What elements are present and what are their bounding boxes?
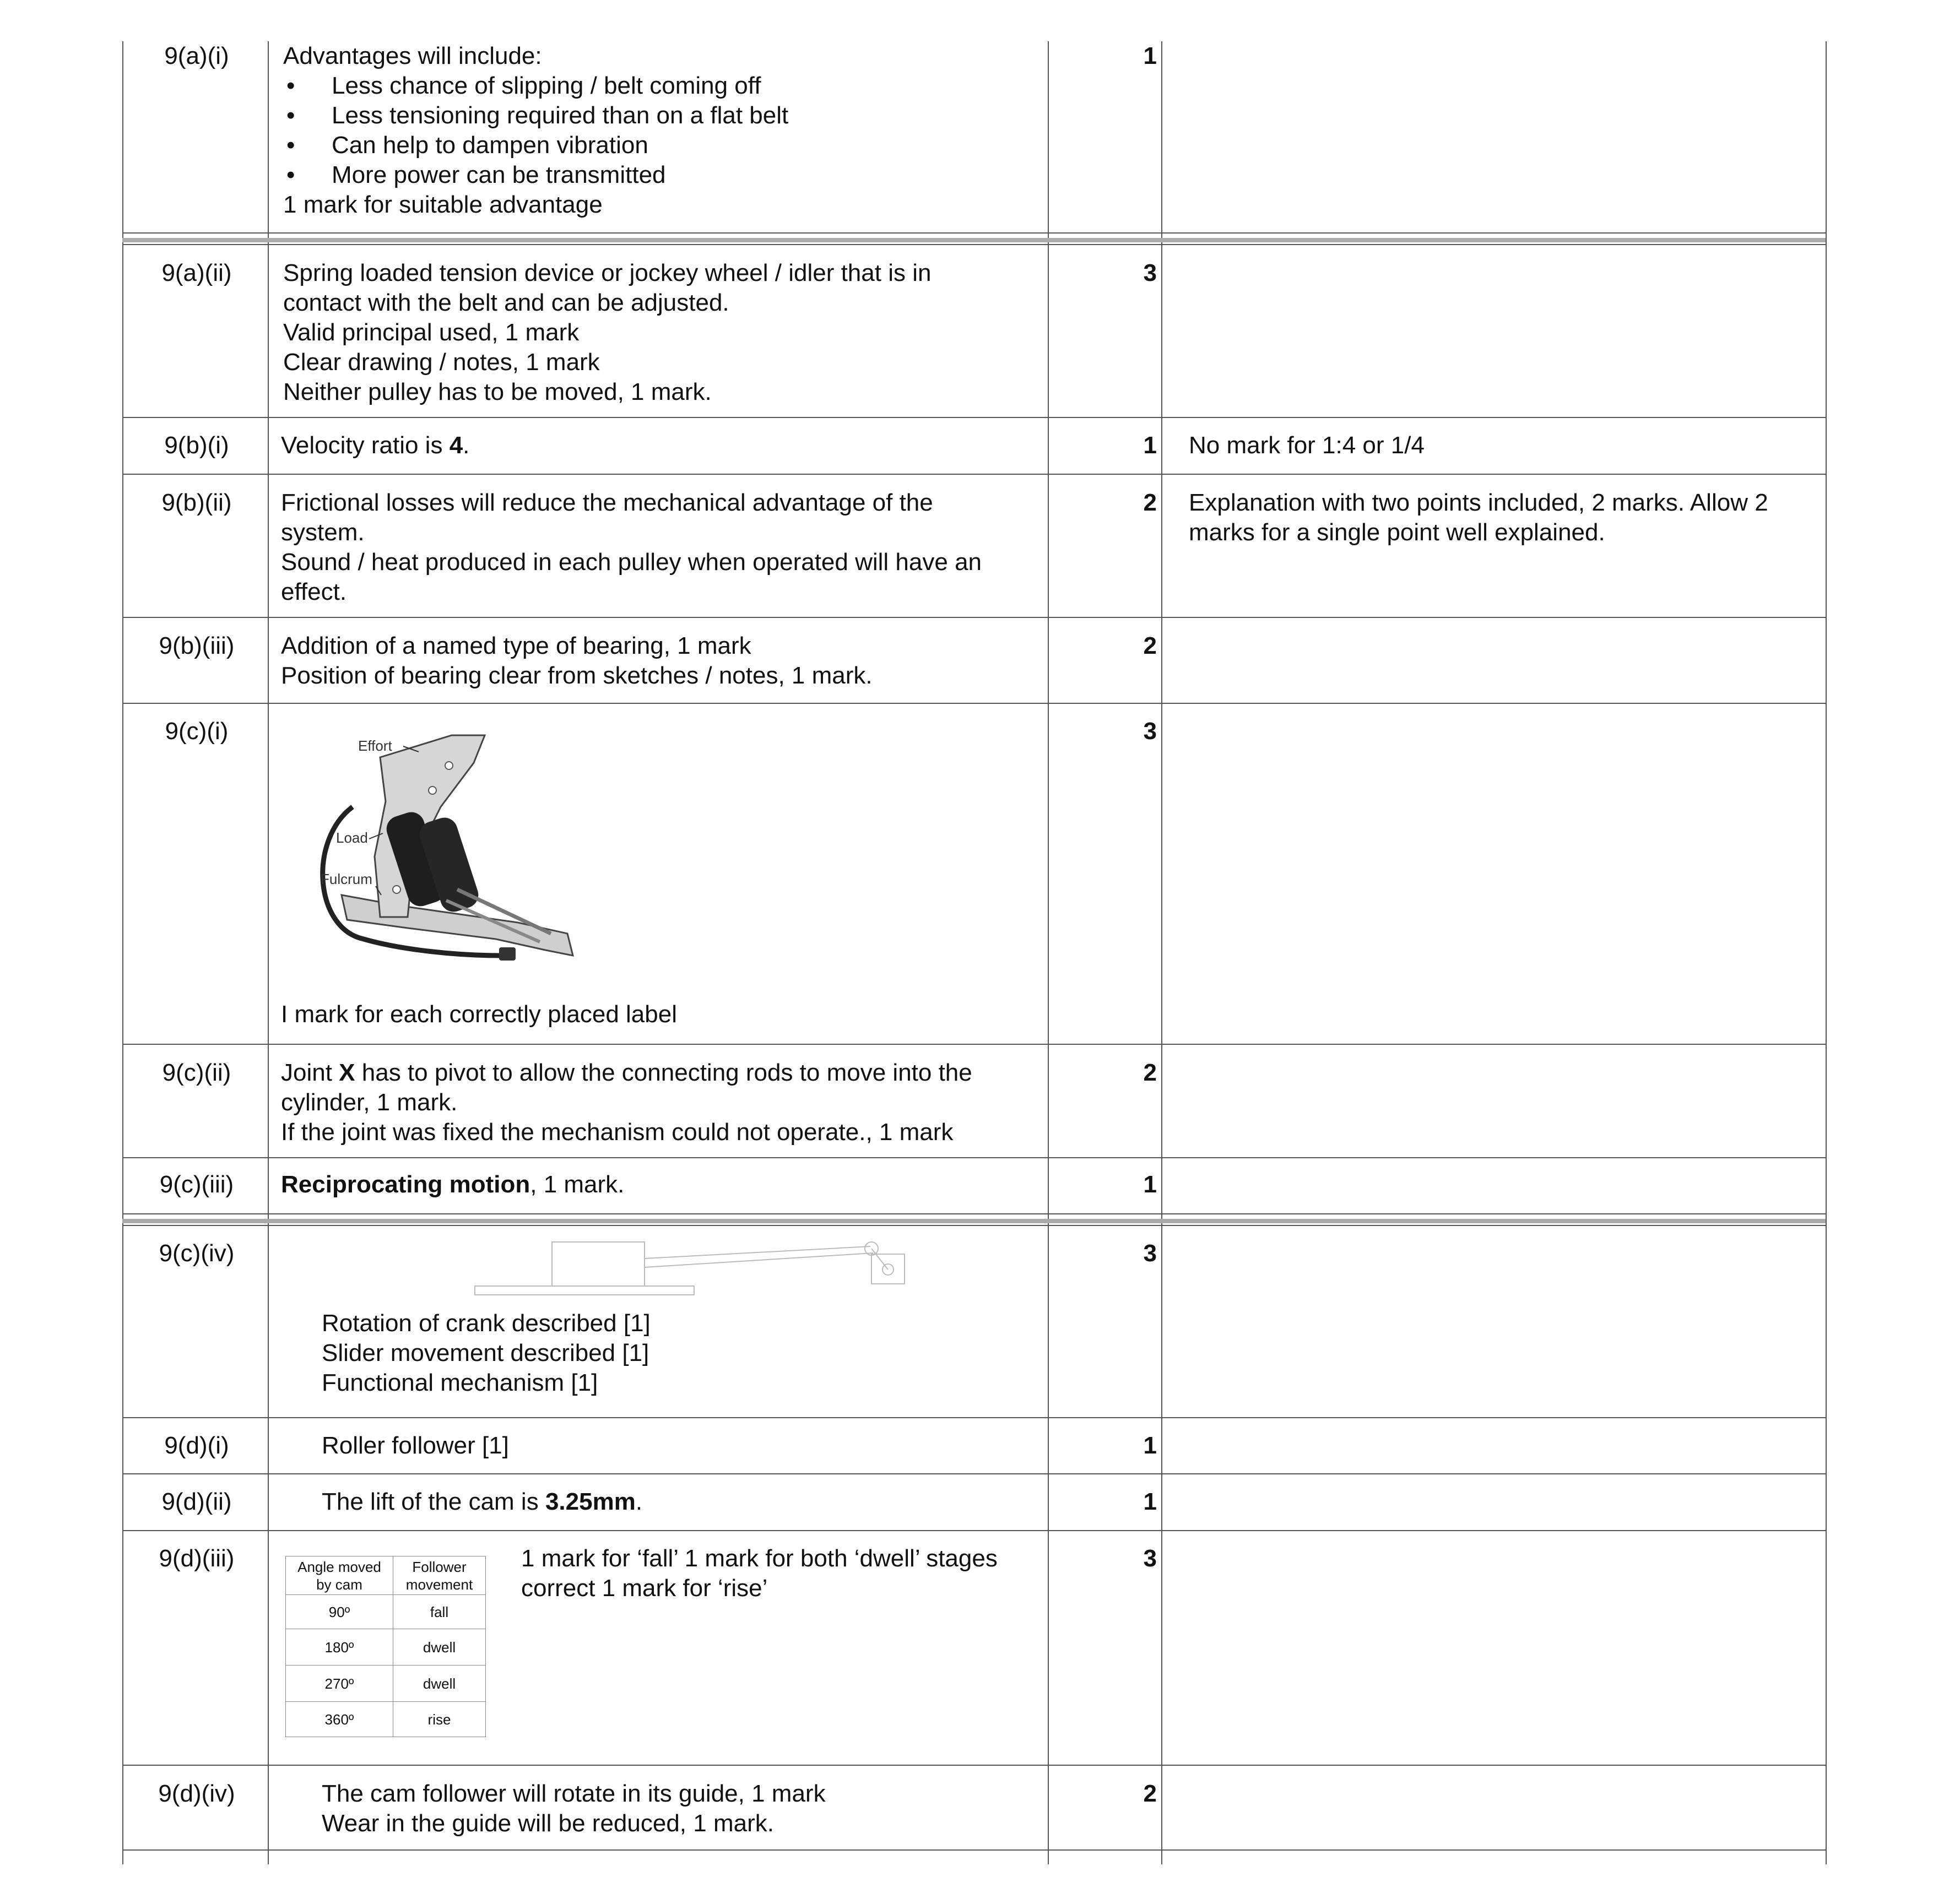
question-number: 9(d)(ii)	[161, 1488, 232, 1515]
answer-line: Valid principal used, 1 mark	[283, 319, 580, 346]
table-header-angle	[286, 1556, 393, 1595]
crank-arm	[871, 1249, 888, 1270]
question-number: 9(a)(i)	[164, 42, 229, 69]
answer-line: cylinder, 1 mark.	[281, 1089, 458, 1116]
row-separator	[122, 1765, 1826, 1766]
answer-line: contact with the belt and can be adjusted.	[283, 289, 729, 316]
guidance-line: marks for a single point well explained.	[1189, 519, 1605, 546]
row-separator	[122, 417, 1826, 418]
answer-line: Clear drawing / notes, 1 mark	[283, 349, 600, 376]
list-item: • Less tensioning required than on a flat belt	[283, 101, 788, 131]
marks-value: 3	[1143, 718, 1157, 745]
row-separator	[122, 232, 1826, 234]
header-line: Angle moved	[297, 1558, 381, 1575]
row-separator	[122, 1849, 1826, 1851]
table-row	[286, 1702, 486, 1737]
question-number: 9(a)(ii)	[161, 259, 232, 286]
marks-value: 2	[1143, 1780, 1157, 1807]
connecting-rod	[645, 1246, 870, 1259]
answer-line: Addition of a named type of bearing, 1 mark	[281, 632, 751, 659]
answer-line: Frictional losses will reduce the mechanical advantage of the	[281, 489, 933, 516]
answer-line: Functional mechanism [1]	[322, 1369, 598, 1396]
header-line: Follower	[412, 1558, 467, 1575]
connecting-rod	[645, 1253, 873, 1267]
answer-text	[521, 1544, 998, 1603]
answer-line: Neither pulley has to be moved, 1 mark.	[283, 378, 712, 405]
list-item: • More power can be transmitted	[283, 160, 788, 190]
table-cell: dwell	[393, 1666, 486, 1702]
column-divider-answer	[268, 41, 269, 1864]
row-separator	[122, 1213, 1826, 1214]
crank-slider-sketch	[474, 1236, 914, 1303]
table-cell: 90º	[286, 1595, 393, 1629]
answer-prefix: The lift of the cam is	[322, 1488, 545, 1515]
row-separator	[122, 617, 1826, 618]
marks-value: 3	[1143, 1545, 1157, 1572]
table-cell: 270º	[286, 1666, 393, 1702]
answer-text: Roller follower [1]	[322, 1432, 509, 1459]
answer-text	[283, 41, 788, 220]
header-line: by cam	[316, 1576, 362, 1593]
advantages-list	[283, 71, 788, 190]
answer-suffix: has to pivot to allow the connecting rods to move into the	[355, 1059, 972, 1086]
row-separator	[122, 1530, 1826, 1531]
table-cell: 360º	[286, 1702, 393, 1737]
page-break-rule	[122, 238, 1826, 242]
lever-hole	[429, 786, 436, 794]
table-border-left	[122, 41, 123, 1864]
slider-guide-rail	[475, 1286, 694, 1295]
question-number: 9(b)(i)	[164, 432, 229, 459]
table-cell: rise	[393, 1702, 486, 1737]
page-break-rule	[122, 1219, 1826, 1223]
marks-value: 2	[1143, 489, 1157, 516]
answer-line: 1 mark for ‘fall’ 1 mark for both ‘dwell’ stages	[521, 1545, 998, 1572]
table-header-movement	[393, 1556, 486, 1595]
marks-value: 1	[1143, 1488, 1157, 1515]
question-number: 9(c)(ii)	[162, 1059, 231, 1086]
row-separator	[122, 1157, 1826, 1158]
question-number: 9(c)(i)	[165, 718, 229, 745]
question-number: 9(d)(iii)	[159, 1545, 235, 1572]
row-separator	[122, 474, 1826, 475]
question-number: 9(d)(i)	[164, 1432, 229, 1459]
answer-text	[281, 488, 982, 607]
answer-note: 1 mark for suitable advantage	[283, 191, 603, 218]
answer-line: correct 1 mark for ‘rise’	[521, 1575, 768, 1602]
answer-suffix: .	[463, 432, 470, 459]
answer-line: Slider movement described [1]	[322, 1339, 649, 1366]
lever-hole	[393, 886, 400, 893]
answer-text	[322, 1487, 642, 1517]
answer-line: If the joint was fixed the mechanism could not operate., 1 mark	[281, 1119, 954, 1146]
question-number: 9(c)(iii)	[159, 1171, 234, 1198]
row-separator	[122, 1225, 1826, 1226]
marks-value: 1	[1143, 42, 1157, 69]
row-separator	[122, 703, 1826, 704]
guidance-text: No mark for 1:4 or 1/4	[1189, 432, 1425, 459]
answer-line: Wear in the guide will be reduced, 1 mark.	[322, 1810, 774, 1837]
slider-block	[552, 1242, 645, 1286]
list-item: • Can help to dampen vibration	[283, 131, 788, 160]
answer-key-term: Reciprocating motion	[281, 1171, 530, 1198]
answer-suffix: .	[635, 1488, 643, 1515]
marks-value: 3	[1143, 1240, 1157, 1267]
foot-pump-illustration	[314, 724, 600, 972]
question-number: 9(b)(ii)	[161, 489, 232, 516]
answer-text	[281, 431, 469, 460]
marks-value: 1	[1143, 1432, 1157, 1459]
list-item: • Less chance of slipping / belt coming off	[283, 71, 788, 101]
answer-text	[281, 631, 873, 691]
table-row	[286, 1629, 486, 1666]
answer-text	[322, 1309, 651, 1398]
joint-label: X	[339, 1059, 355, 1086]
question-number: 9(b)(iii)	[159, 632, 235, 659]
answer-value: 4	[449, 432, 463, 459]
label-fulcrum: Fulcrum	[321, 871, 372, 887]
table-cell: fall	[393, 1595, 486, 1629]
answer-text: I mark for each correctly placed label	[281, 1001, 677, 1028]
marks-value: 3	[1143, 259, 1157, 286]
table-row	[286, 1595, 486, 1629]
answer-line: Position of bearing clear from sketches / notes, 1 mark.	[281, 662, 873, 689]
answer-line: Sound / heat produced in each pulley when operated will have an	[281, 549, 982, 576]
answer-line: The cam follower will rotate in its guide, 1 mark	[322, 1780, 826, 1807]
row-separator	[122, 1417, 1826, 1418]
answer-suffix: , 1 mark.	[530, 1171, 625, 1198]
answer-text	[322, 1779, 826, 1838]
answer-line: system.	[281, 519, 365, 546]
marks-value: 1	[1143, 432, 1157, 459]
row-separator	[122, 1044, 1826, 1045]
answer-line: effect.	[281, 578, 347, 605]
answer-text	[281, 1058, 972, 1147]
question-number: 9(c)(iv)	[159, 1240, 235, 1267]
column-divider-marks	[1048, 41, 1049, 1864]
label-load: Load	[336, 829, 368, 846]
lever-hole	[445, 762, 453, 769]
guidance-text	[1189, 488, 1768, 547]
marks-value: 1	[1143, 1171, 1157, 1198]
row-separator	[122, 1473, 1826, 1474]
marks-value: 2	[1143, 1059, 1157, 1086]
question-number: 9(d)(iv)	[158, 1780, 235, 1807]
answer-prefix: Velocity ratio is	[281, 432, 450, 459]
table-cell: 180º	[286, 1629, 393, 1666]
marks-value: 2	[1143, 632, 1157, 659]
guidance-line: Explanation with two points included, 2 marks. Allow 2	[1189, 489, 1768, 516]
answer-intro: Advantages will include:	[283, 42, 542, 69]
cam-movement-table	[285, 1556, 486, 1737]
label-effort: Effort	[358, 737, 392, 754]
answer-line	[281, 1058, 972, 1088]
hose-end	[499, 947, 516, 961]
answer-text	[281, 1170, 624, 1200]
answer-prefix: Joint	[281, 1059, 339, 1086]
table-cell: dwell	[393, 1629, 486, 1666]
answer-line: Rotation of crank described [1]	[322, 1310, 651, 1337]
table-row	[286, 1666, 486, 1702]
answer-line: Spring loaded tension device or jockey wheel / idler that is in	[283, 259, 932, 286]
table-border-right	[1826, 41, 1827, 1864]
answer-text	[283, 258, 931, 407]
header-line: movement	[405, 1576, 473, 1593]
answer-value: 3.25mm	[545, 1488, 636, 1515]
row-separator	[122, 244, 1826, 245]
column-divider-guidance	[1161, 41, 1162, 1864]
